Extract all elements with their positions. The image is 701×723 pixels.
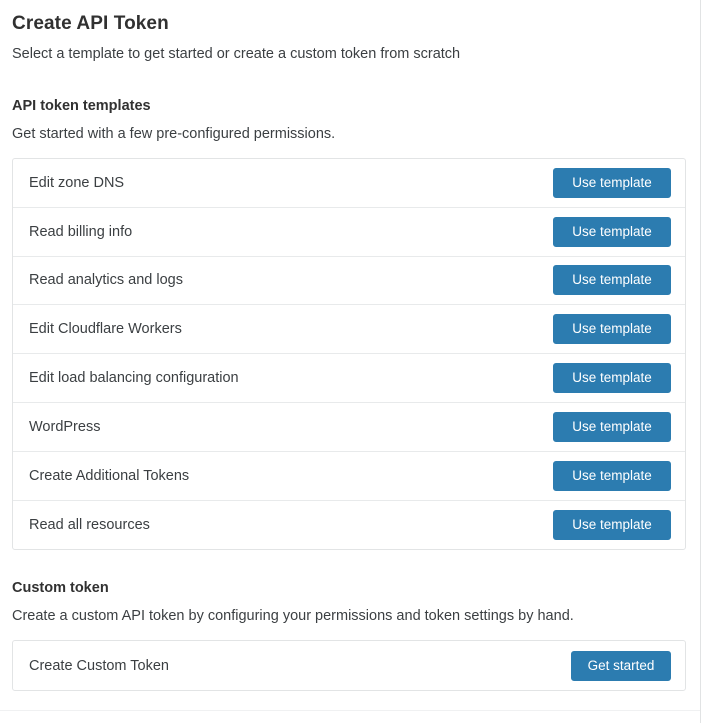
api-token-templates-heading: API token templates xyxy=(12,98,151,114)
use-template-button[interactable]: Use template xyxy=(553,265,671,295)
use-template-button[interactable]: Use template xyxy=(553,168,671,198)
table-row xyxy=(13,257,685,306)
page-subtitle: Select a template to get started or create a custom token from scratch xyxy=(12,46,461,62)
table-row xyxy=(13,159,685,208)
use-template-button[interactable]: Use template xyxy=(553,510,671,540)
use-template-button[interactable]: Use template xyxy=(553,461,671,491)
use-template-button[interactable]: Use template xyxy=(553,412,671,442)
table-row xyxy=(13,403,685,452)
template-name: WordPress xyxy=(29,418,101,435)
template-name: Edit Cloudflare Workers xyxy=(29,321,182,338)
table-row xyxy=(13,641,685,690)
template-list xyxy=(12,158,686,550)
template-name: Create Additional Tokens xyxy=(29,467,190,484)
page-title: Create API Token xyxy=(12,13,169,34)
api-token-templates-description: Get started with a few pre-configured permissions. xyxy=(12,126,336,142)
table-row xyxy=(13,305,685,354)
table-row xyxy=(13,354,685,403)
use-template-button[interactable]: Use template xyxy=(553,217,671,247)
get-started-button[interactable]: Get started xyxy=(571,651,671,681)
template-name: Read billing info xyxy=(29,223,133,240)
custom-token-heading: Custom token xyxy=(12,580,109,597)
template-name: Edit zone DNS xyxy=(29,174,125,191)
use-template-button[interactable]: Use template xyxy=(553,314,671,344)
template-name: Read all resources xyxy=(29,516,150,533)
template-name: Read analytics and logs xyxy=(29,272,183,289)
table-row xyxy=(13,208,685,257)
use-template-button[interactable]: Use template xyxy=(553,363,671,393)
custom-token-card xyxy=(12,640,686,691)
page-bottom-divider xyxy=(0,710,700,723)
template-name: Edit load balancing configuration xyxy=(29,370,239,387)
table-row xyxy=(13,501,685,550)
custom-token-row-label: Create Custom Token xyxy=(29,657,169,674)
table-row xyxy=(13,452,685,501)
custom-token-section xyxy=(12,580,686,691)
custom-token-description: Create a custom API token by configuring your permissions and token settings by hand. xyxy=(12,608,574,625)
